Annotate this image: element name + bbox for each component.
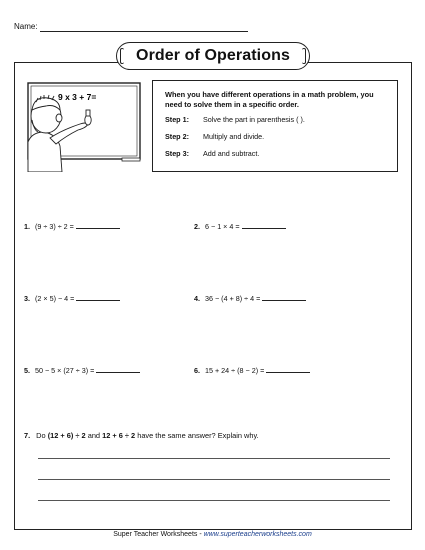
footer-url[interactable]: www.superteacherworksheets.com [203,531,312,538]
answer-blank[interactable] [76,228,120,229]
problem-number: 4. [194,294,200,303]
step-label: Step 2: [165,132,189,141]
problem-number: 5. [24,366,30,375]
problem-6 [194,366,310,375]
problem-expression: (2 × 5) − 4 = [35,294,75,303]
question-7 [24,431,259,440]
problem-expression: 36 − (4 + 8) ÷ 4 = [205,294,261,303]
problem-expression: 50 − 5 × (27 ÷ 3) = [35,366,95,375]
problem-4 [194,294,306,303]
problem-number: 3. [24,294,30,303]
problem-2 [194,222,286,231]
writing-line[interactable] [38,479,390,480]
answer-blank[interactable] [96,372,140,373]
step-2 [165,132,265,141]
footer-brand: Super Teacher Worksheets - [113,531,204,538]
step-label: Step 1: [165,115,189,124]
answer-blank[interactable] [266,372,310,373]
problem-number: 7. [24,431,31,440]
name-blank-line[interactable] [40,31,248,32]
answer-blank[interactable] [242,228,286,229]
q7-prefix: Do [36,431,46,440]
problem-expression: 6 − 1 × 4 = [205,222,240,231]
name-label: Name: [14,22,38,31]
problem-number: 6. [194,366,200,375]
step-text: Add and subtract. [203,149,260,158]
page-title-banner [116,42,310,70]
problem-5 [24,366,140,375]
step-text: Solve the part in parenthesis ( ). [203,115,305,124]
answer-blank[interactable] [262,300,306,301]
problem-1 [24,222,120,231]
step-label: Step 3: [165,149,189,158]
page-title: Order of Operations [136,47,290,64]
q7-expression-a: (12 + 6) ÷ 2 [47,431,86,440]
problem-3 [24,294,120,303]
writing-line[interactable] [38,500,390,501]
chalk-tray [122,158,140,161]
step-text: Multiply and divide. [203,132,265,141]
instructions-box [152,80,398,172]
q7-suffix: have the same answer? Explain why. [137,431,259,440]
problem-expression: (9 ÷ 3) ÷ 2 = [35,222,74,231]
writing-line[interactable] [38,458,390,459]
step-3 [165,149,260,158]
problem-number: 1. [24,222,30,231]
chalkboard-expression: 9 x 3 + 7= [58,92,97,102]
answer-blank[interactable] [76,300,120,301]
instructions-intro: When you have different operations in a math problem, you need to solve them in a specific order. [165,90,374,109]
q7-expression-b: 12 + 6 ÷ 2 [102,431,136,440]
chalkboard-illustration [22,80,146,172]
problem-expression: 15 + 24 ÷ (8 − 2) = [205,366,265,375]
footer [0,531,425,538]
problem-number: 2. [194,222,200,231]
q7-middle: and [87,431,101,440]
step-1 [165,115,305,124]
